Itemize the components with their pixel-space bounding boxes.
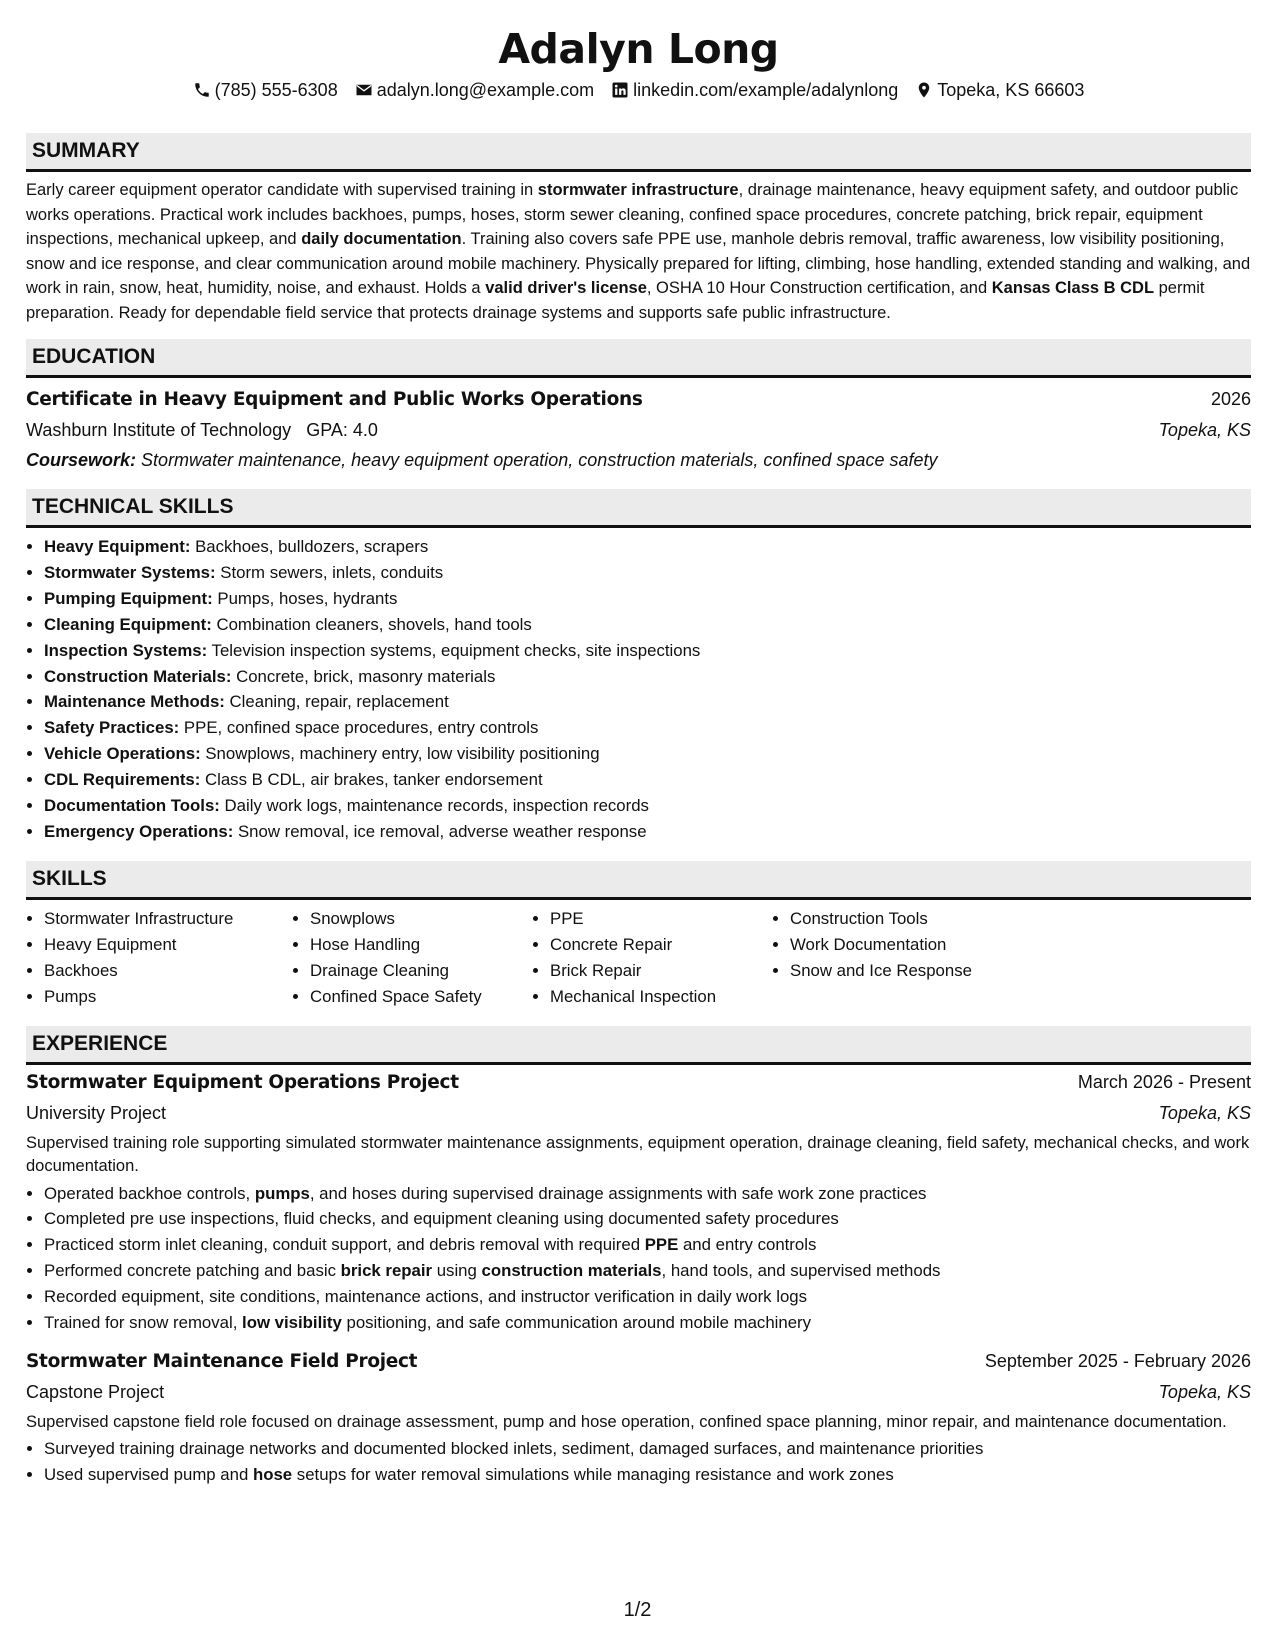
bold-text: pumps bbox=[254, 1183, 310, 1203]
contact-linkedin[interactable] bbox=[611, 78, 898, 102]
skill-item: • Drainage Cleaning bbox=[310, 958, 532, 984]
education-school-row bbox=[26, 415, 1251, 445]
job-bullet bbox=[44, 1462, 1251, 1488]
contact-email[interactable] bbox=[355, 78, 594, 102]
job-bullets bbox=[26, 1436, 1251, 1488]
technical-skill-item bbox=[44, 612, 1251, 638]
job-bullet bbox=[44, 1258, 1251, 1284]
school-location: Topeka, KS bbox=[1158, 420, 1251, 440]
skills-column bbox=[26, 906, 292, 1010]
job-location: Topeka, KS bbox=[1158, 1381, 1251, 1402]
text-run: Practiced storm inlet cleaning, conduit support, and debris removal with required bbox=[44, 1235, 645, 1255]
skill-values: Backhoes, bulldozers, scrapers bbox=[190, 537, 429, 556]
bold-text: Kansas Class B CDL bbox=[991, 279, 1155, 297]
skill-item: • Stormwater Infrastructure bbox=[44, 906, 292, 932]
text-run: Recorded equipment, site conditions, maintenance actions, and instructor verification in daily work logs bbox=[44, 1287, 808, 1307]
skills-column bbox=[532, 906, 772, 1010]
bold-text: valid driver's license bbox=[485, 279, 647, 297]
skill-category: Construction Materials: bbox=[44, 666, 232, 686]
experience-heading: EXPERIENCE bbox=[26, 1026, 1251, 1065]
job-title: Stormwater Equipment Operations Project bbox=[26, 1071, 459, 1093]
experience-list bbox=[26, 1067, 1251, 1489]
summary-section bbox=[26, 133, 1251, 325]
skill-category: Heavy Equipment: bbox=[44, 537, 191, 556]
skill-category: CDL Requirements: bbox=[44, 770, 201, 790]
skill-category: Stormwater Systems: bbox=[44, 562, 216, 582]
technical-skill-item bbox=[44, 664, 1251, 690]
technical-skill-item bbox=[44, 767, 1251, 793]
education-heading: EDUCATION bbox=[26, 339, 1251, 378]
skills-column bbox=[292, 906, 532, 1010]
contact-location bbox=[915, 78, 1084, 102]
text-run: positioning, and safe communication around mobile machinery bbox=[341, 1313, 812, 1333]
skill-item: • Construction Tools bbox=[790, 906, 1030, 932]
page-number: 1/2 bbox=[623, 1599, 652, 1621]
bold-text: daily documentation bbox=[301, 230, 462, 248]
technical-skill-item bbox=[44, 534, 1251, 560]
candidate-name: Adalyn Long bbox=[498, 25, 779, 73]
skill-values: Pumps, hoses, hydrants bbox=[212, 588, 398, 608]
experience-entry bbox=[26, 1346, 1251, 1488]
coursework-text: Stormwater maintenance, heavy equipment operation, construction materials, confined space safety bbox=[141, 450, 938, 470]
coursework bbox=[26, 445, 1251, 475]
skills-section bbox=[26, 861, 1251, 1010]
contact-bar bbox=[26, 78, 1251, 102]
skill-values: Combination cleaners, shovels, hand tools bbox=[211, 614, 532, 634]
skill-category: Maintenance Methods: bbox=[44, 692, 225, 712]
technical-skill-item bbox=[44, 715, 1251, 741]
summary-text bbox=[26, 178, 1251, 325]
bold-text: low visibility bbox=[242, 1313, 342, 1333]
text-run: permit preparation. Ready for dependable field service that protects drainage systems and supports safe public infrastructure. bbox=[26, 279, 1205, 322]
phone-icon bbox=[193, 81, 211, 99]
skill-item: • Concrete Repair bbox=[550, 932, 772, 958]
skill-values: Daily work logs, maintenance records, inspection records bbox=[219, 796, 649, 816]
bold-text: hose bbox=[252, 1465, 293, 1485]
email-text: adalyn.long@example.com bbox=[376, 80, 595, 100]
job-description: Supervised capstone field role focused on drainage assessment, pump and hose operation, confined space planning, minor repair, and maintenance documentation. bbox=[26, 1412, 1227, 1431]
graduation-year: 2026 bbox=[1210, 389, 1251, 409]
skill-values: Television inspection systems, equipment checks, site inspections bbox=[207, 640, 701, 660]
skills-column bbox=[772, 906, 1030, 1010]
gpa: GPA: 4.0 bbox=[306, 420, 378, 440]
skill-item: • PPE bbox=[550, 906, 772, 932]
experience-section bbox=[26, 1026, 1251, 1489]
text-run: Surveyed training drainage networks and documented blocked inlets, sediment, damaged surfaces, and maintenance priorities bbox=[44, 1439, 984, 1459]
text-run: , hand tools, and supervised methods bbox=[661, 1261, 941, 1281]
job-bullet bbox=[44, 1181, 1251, 1207]
linkedin-icon bbox=[611, 81, 629, 99]
job-bullet bbox=[44, 1206, 1251, 1232]
technical-skills-heading: TECHNICAL SKILLS bbox=[26, 489, 1251, 528]
coursework-label: Coursework: bbox=[26, 450, 137, 470]
skill-category: Emergency Operations: bbox=[44, 821, 234, 841]
job-bullet bbox=[44, 1232, 1251, 1258]
education-title-row bbox=[26, 384, 1251, 415]
technical-skills-section bbox=[26, 489, 1251, 845]
text-run: , OSHA 10 Hour Construction certification, and bbox=[646, 279, 992, 297]
text-run: Completed pre use inspections, fluid checks, and equipment cleaning using documented safety procedures bbox=[44, 1209, 839, 1229]
text-run: Trained for snow removal, bbox=[44, 1313, 243, 1333]
technical-skill-item bbox=[44, 819, 1251, 845]
text-run: Used supervised pump and bbox=[44, 1465, 253, 1485]
bold-text: construction materials bbox=[481, 1261, 662, 1281]
skill-values: Snow removal, ice removal, adverse weather response bbox=[233, 821, 647, 841]
skill-category: Documentation Tools: bbox=[44, 796, 220, 816]
job-bullet bbox=[44, 1310, 1251, 1336]
skill-item: • Brick Repair bbox=[550, 958, 772, 984]
phone-text: (785) 555-6308 bbox=[214, 80, 338, 100]
text-run: Performed concrete patching and basic bbox=[44, 1261, 341, 1281]
skill-item: • Backhoes bbox=[44, 958, 292, 984]
technical-skill-item bbox=[44, 586, 1251, 612]
experience-entry bbox=[26, 1067, 1251, 1336]
skill-values: PPE, confined space procedures, entry controls bbox=[179, 718, 539, 738]
skill-values: Storm sewers, inlets, conduits bbox=[215, 562, 444, 582]
linkedin-text: linkedin.com/example/adalynlong bbox=[633, 80, 899, 100]
bold-text: PPE bbox=[644, 1235, 679, 1255]
skill-category: Inspection Systems: bbox=[44, 640, 208, 660]
bold-text: stormwater infrastructure bbox=[537, 181, 739, 199]
school-name: Washburn Institute of Technology bbox=[26, 420, 292, 440]
job-bullet bbox=[44, 1436, 1251, 1462]
education-section bbox=[26, 339, 1251, 475]
resume-page bbox=[26, 22, 1251, 1498]
skill-category: Vehicle Operations: bbox=[44, 744, 201, 764]
skill-values: Class B CDL, air brakes, tanker endorsement bbox=[200, 770, 543, 790]
map-pin-icon bbox=[915, 81, 933, 99]
skills-grid bbox=[26, 906, 1251, 1010]
job-title-row bbox=[26, 1346, 1251, 1377]
skill-category: Pumping Equipment: bbox=[44, 588, 213, 608]
job-org-row bbox=[26, 1377, 1251, 1407]
job-bullet bbox=[44, 1284, 1251, 1310]
technical-skill-item bbox=[44, 689, 1251, 715]
text-run: . Training also covers safe PPE use, manhole debris removal, traffic awareness, low visibility positioning, snow and ice response, and clear communication around mobile machinery. Physically prepared for lifting, climbing, hose handling, extended standing and walking, and work in rain, snow, heat, humidity, noise, and exhaust. Holds a bbox=[26, 230, 1251, 297]
job-org: Capstone Project bbox=[26, 1381, 165, 1402]
summary-heading: SUMMARY bbox=[26, 133, 1251, 172]
skill-values: Cleaning, repair, replacement bbox=[224, 692, 449, 712]
technical-skill-item bbox=[44, 793, 1251, 819]
contact-phone[interactable] bbox=[193, 78, 338, 102]
text-run: using bbox=[432, 1261, 482, 1281]
technical-skill-item bbox=[44, 741, 1251, 767]
technical-skill-item bbox=[44, 560, 1251, 586]
degree-title: Certificate in Heavy Equipment and Public Works Operations bbox=[26, 389, 643, 410]
skill-item: • Snowplows bbox=[310, 906, 532, 932]
skill-item: • Work Documentation bbox=[790, 932, 1030, 958]
skill-item: • Snow and Ice Response bbox=[790, 958, 1030, 984]
skill-category: Cleaning Equipment: bbox=[44, 614, 212, 634]
text-run: setups for water removal simulations while managing resistance and work zones bbox=[292, 1465, 894, 1485]
technical-skill-item bbox=[44, 638, 1251, 664]
school-info bbox=[26, 415, 378, 445]
text-run: , drainage maintenance, heavy equipment safety, and outdoor public works operations. Practical work includes backhoes, pumps, hoses, storm sewer cleaning, confined space procedures, concrete patching, brick repair, equipment inspections, mechanical upkeep, and bbox=[26, 181, 1239, 248]
job-description: Supervised training role supporting simulated stormwater maintenance assignments, equipment operation, drainage cleaning, field safety, mechanical checks, and work documentation. bbox=[26, 1133, 1250, 1175]
text-run: and entry controls bbox=[678, 1235, 817, 1255]
skill-item: • Heavy Equipment bbox=[44, 932, 292, 958]
text-run: , and hoses during supervised drainage assignments with safe work zone practices bbox=[309, 1183, 927, 1203]
skill-item: • Confined Space Safety bbox=[310, 984, 532, 1010]
skill-values: Concrete, brick, masonry materials bbox=[231, 666, 496, 686]
skill-item: • Mechanical Inspection bbox=[550, 984, 772, 1010]
text-run: Operated backhoe controls, bbox=[44, 1183, 255, 1203]
job-title-row bbox=[26, 1067, 1251, 1098]
job-title: Stormwater Maintenance Field Project bbox=[26, 1350, 418, 1372]
skills-heading: SKILLS bbox=[26, 861, 1251, 900]
job-bullets bbox=[26, 1181, 1251, 1336]
skill-item: • Hose Handling bbox=[310, 932, 532, 958]
job-org: University Project bbox=[26, 1102, 167, 1123]
skill-values: Snowplows, machinery entry, low visibility positioning bbox=[200, 744, 600, 764]
job-org-row bbox=[26, 1098, 1251, 1128]
location-text: Topeka, KS 66603 bbox=[937, 80, 1085, 100]
envelope-icon bbox=[355, 81, 373, 99]
technical-skills-list bbox=[26, 534, 1251, 845]
bold-text: brick repair bbox=[340, 1261, 433, 1281]
skill-category: Safety Practices: bbox=[44, 718, 180, 738]
job-location: Topeka, KS bbox=[1158, 1102, 1251, 1123]
job-dates: March 2026 - Present bbox=[1077, 1071, 1251, 1092]
job-dates: September 2025 - February 2026 bbox=[984, 1350, 1251, 1371]
skill-item: • Pumps bbox=[44, 984, 292, 1010]
text-run: Early career equipment operator candidate with supervised training in bbox=[26, 181, 538, 199]
